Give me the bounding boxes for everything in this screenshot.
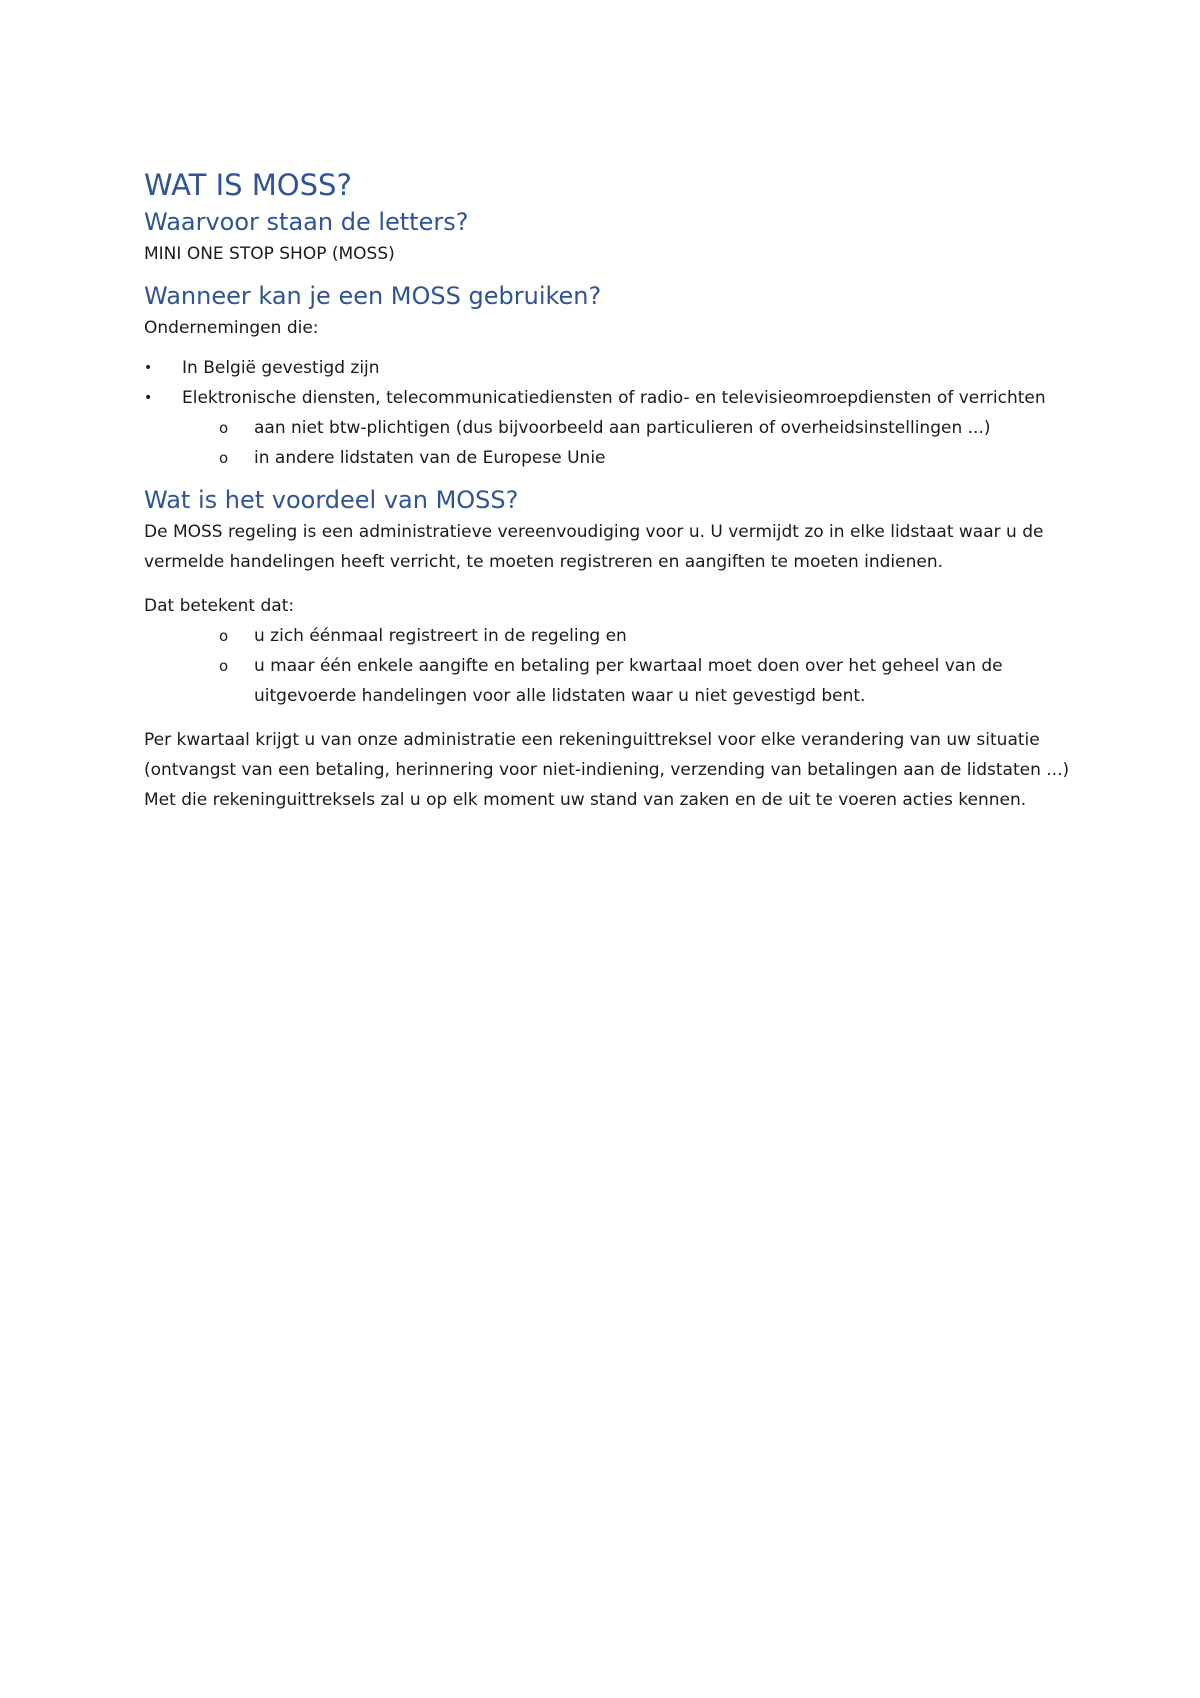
section-heading-when: Wanneer kan je een MOSS gebruiken?	[144, 282, 602, 310]
section-heading-advantage: Wat is het voordeel van MOSS?	[144, 486, 519, 514]
sub-list-item-text: u maar één enkele aangifte en betaling per kwartaal moet doen over het geheel van de uitgevoerde handelingen voor alle lidstaten waar u niet gevestigd bent.	[254, 656, 1003, 706]
sub-list-item-text: u zich éénmaal registreert in de regeling en	[254, 626, 627, 646]
sub-bullet-list	[144, 413, 1074, 473]
section-text-acronym: MINI ONE STOP SHOP (MOSS)	[144, 244, 395, 264]
sub-list-item-text: aan niet btw-plichtigen (dus bijvoorbeeld aan particulieren of overheidsinstellingen ...)	[254, 418, 991, 438]
paragraph: Dat betekent dat:	[144, 596, 295, 616]
circle-bullet-icon: o	[219, 419, 229, 437]
list-item-text: Elektronische diensten, telecommunicatiediensten of radio- en televisieomroepdiensten of verrichten	[182, 388, 1046, 408]
document-title: WAT IS MOSS?	[144, 168, 352, 202]
sub-list-item	[144, 621, 1074, 651]
spacer	[144, 269, 1074, 279]
spacer	[144, 711, 1074, 725]
sub-list-item	[144, 413, 1074, 443]
section-heading-letters: Waarvoor staan de letters?	[144, 208, 469, 236]
circle-bullet-icon: o	[219, 627, 229, 645]
bullet-icon: •	[144, 360, 153, 376]
document-page	[144, 165, 1074, 815]
list-item	[144, 353, 1074, 383]
list-item	[144, 383, 1074, 413]
spacer	[144, 343, 1074, 353]
section-intro: Ondernemingen die:	[144, 318, 319, 338]
list-item-text: In België gevestigd zijn	[182, 358, 380, 378]
paragraph: De MOSS regeling is een administratieve vereenvoudiging voor u. U vermijdt zo in elke lidstaat waar u de vermelde handelingen heeft verricht, te moeten registreren en aangiften te moeten indienen.	[144, 522, 1044, 572]
sub-bullet-list	[144, 621, 1074, 711]
sub-list-item-text: in andere lidstaten van de Europese Unie	[254, 448, 606, 468]
paragraph: Per kwartaal krijgt u van onze administratie een rekeninguittreksel voor elke verandering van uw situatie (ontvangst van een betaling, herinnering voor niet-indiening, verzending van betalingen aan de lidstaten ...) Met die rekeninguittreksels zal u op elk moment uw stand van zaken en de uit te voeren acties kennen.	[144, 730, 1070, 810]
circle-bullet-icon: o	[219, 449, 229, 467]
spacer	[144, 473, 1074, 483]
bullet-list	[144, 353, 1074, 413]
sub-list-item	[144, 443, 1074, 473]
spacer	[144, 577, 1074, 591]
circle-bullet-icon: o	[219, 657, 229, 675]
bullet-icon: •	[144, 390, 153, 406]
sub-list-item	[144, 651, 1074, 711]
